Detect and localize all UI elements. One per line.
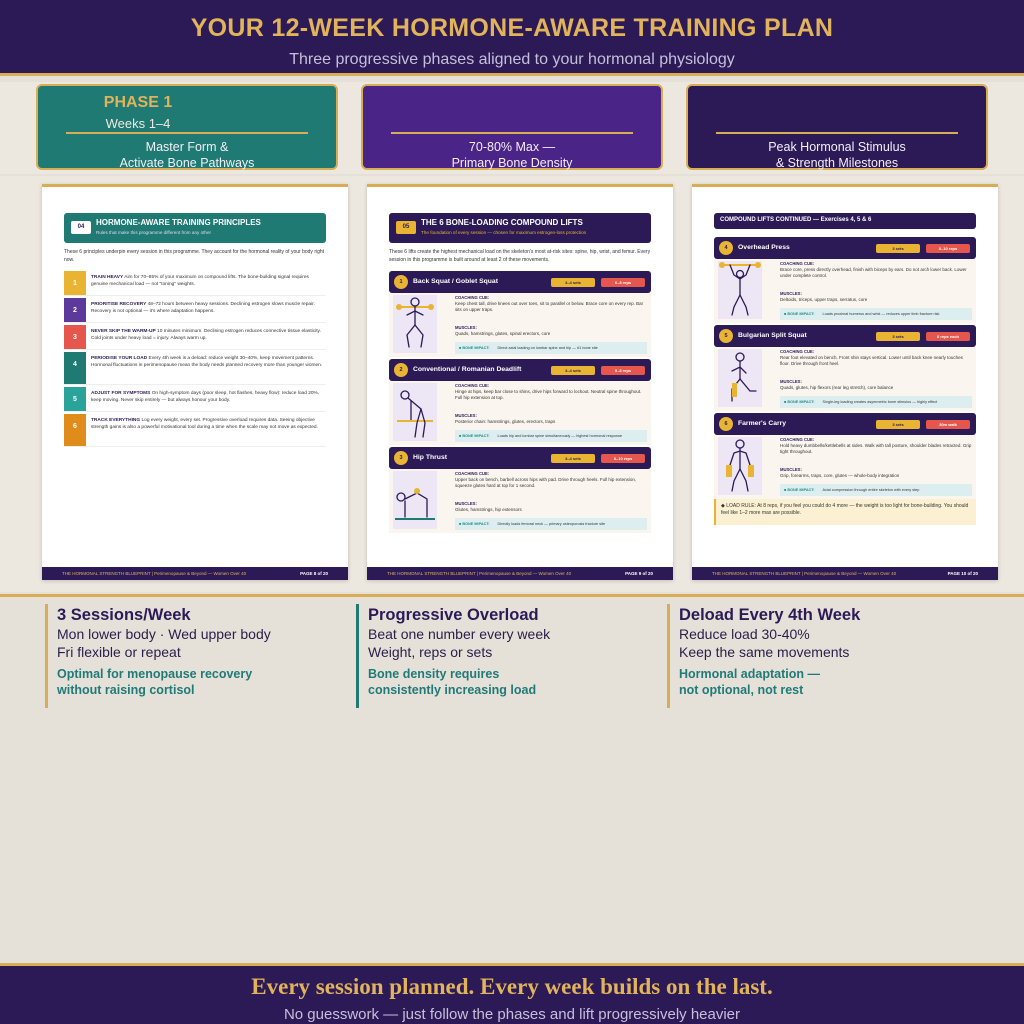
muscles-label: MUSCLES:	[455, 501, 477, 506]
bone-impact-label: ■ BONE IMPACT:	[784, 488, 815, 492]
coaching-cue-label: COACHING CUE:	[455, 383, 490, 388]
bone-impact	[780, 484, 972, 496]
lift-number: 5	[719, 329, 733, 343]
principle-body: Log every weight, every set. Progressive overload requires data. Seeing objective strength gains is also a powerful motivational tool during a time when the scale may not move as expected.	[91, 418, 318, 430]
stat-title: Deload Every 4th Week	[679, 606, 861, 624]
principle-body: 10 minutes minimum. Declining estrogen reduces connective tissue elasticity. Cold joints under heavy load = injury. Always warm up.	[91, 329, 321, 341]
bone-impact-text: Single-leg loading creates asymmetric bone stimulus — highly effect	[822, 400, 938, 404]
principle-text	[91, 301, 324, 315]
section-title: THE 6 BONE-LOADING COMPOUND LIFTS	[421, 218, 583, 227]
principle-title: TRAIN HEAVY	[91, 275, 124, 280]
lift-header	[389, 359, 651, 381]
principle-item	[64, 325, 326, 350]
lift-name: Conventional / Romanian Deadlift	[413, 366, 522, 373]
bone-impact-label: ■ BONE IMPACT:	[459, 434, 490, 438]
phase-divider	[716, 132, 958, 134]
sets-pill: 3–4 sets	[551, 454, 595, 463]
footer-subtitle: No guesswork — just follow the phases and lift progressively heavier	[283, 1006, 741, 1023]
muscles-label: MUSCLES:	[780, 379, 802, 384]
page-number: PAGE 9 of 20	[625, 571, 653, 576]
page-title: YOUR 12-WEEK HORMONE-AWARE TRAINING PLAN	[190, 14, 834, 42]
muscles	[780, 291, 972, 303]
principle-text	[91, 417, 324, 431]
coaching-cue-text: Hold heavy dumbbells/kettlebells at sides. Walk with tall posture, shoulder blades retracted. Grip tight throughout.	[780, 443, 972, 454]
principle-number: 4	[64, 352, 86, 384]
lift-number: 1	[394, 275, 408, 289]
lift-body	[389, 293, 651, 357]
muscles-label: MUSCLES:	[780, 291, 802, 296]
muscles-label: MUSCLES:	[455, 325, 477, 330]
stat-accent-line: without raising cortisol	[57, 683, 195, 697]
bone-impact	[455, 518, 647, 530]
reps-pill: 30m walk	[926, 420, 970, 429]
sets-pill: 3 sets	[876, 420, 920, 429]
coaching-cue-text: Hinge at hips, keep bar close to shins, drive hips forward to lockout. Neutral spine throughout. Full hip extension at top.	[455, 389, 642, 400]
stat-line: Beat one number every week	[368, 626, 551, 642]
footer-text: THE HORMONAL STRENGTH BLUEPRINT | Perimenopause & Beyond — Women Over 40	[62, 571, 247, 576]
lift-body	[714, 259, 976, 323]
principle-body: Every 4th week is a deload: reduce weight 30–40%, keep movement patterns. Hormonal fluctuations in perimenopause mean the body needs planned recovery more than younger women.	[91, 356, 323, 368]
bone-impact	[780, 396, 972, 408]
principle-item	[64, 387, 326, 412]
stat-line: Keep the same movements	[679, 644, 850, 660]
page-footer	[367, 567, 673, 580]
page-number: PAGE 8 of 20	[300, 571, 328, 576]
muscles	[780, 379, 972, 391]
coaching-cue	[780, 437, 972, 455]
stat-accent	[368, 666, 656, 698]
reps-pill: 8 reps each	[926, 332, 970, 341]
stat-accent	[679, 666, 967, 698]
stat-sessions	[45, 604, 345, 708]
phase-desc-line: Activate Bone Pathways	[119, 156, 255, 170]
reps-pill: 8–10 reps	[601, 454, 645, 463]
principle-number: 1	[64, 271, 86, 295]
section-header	[714, 213, 976, 229]
principle-text	[91, 328, 324, 342]
sets-pill: 3 sets	[876, 244, 920, 253]
page-footer	[692, 567, 998, 580]
lift-number: 6	[719, 417, 733, 431]
phase-description	[38, 139, 336, 171]
reps-pill: 8–10 reps	[926, 244, 970, 253]
section-header	[64, 213, 326, 243]
bone-impact-label: ■ BONE IMPACT:	[459, 346, 490, 350]
lift-number: 2	[394, 363, 408, 377]
principle-text	[91, 390, 324, 404]
stat-accent-line: Optimal for menopause recovery	[57, 667, 253, 681]
stat-title: Progressive Overload	[368, 606, 539, 624]
principle-item	[64, 298, 326, 323]
document-page-lifts-continued	[692, 184, 998, 580]
thrust-figure-icon	[393, 471, 437, 529]
coaching-cue	[780, 261, 972, 279]
bone-impact-label: ■ BONE IMPACT:	[459, 522, 490, 526]
principle-title: ADJUST FOR SYMPTOMS	[91, 391, 151, 396]
lift-header	[714, 413, 976, 435]
lift-name: Back Squat / Goblet Squat	[413, 278, 498, 285]
principle-number: 6	[64, 414, 86, 446]
stat-deload	[667, 604, 967, 708]
bone-impact-text: Loads proximal humerus and wrist — reduces upper limb fracture risk	[822, 312, 940, 316]
stat-accent-line: Bone density requires	[368, 667, 500, 681]
footer-text: THE HORMONAL STRENGTH BLUEPRINT | Perimenopause & Beyond — Women Over 40	[387, 571, 572, 576]
principle-text	[91, 274, 324, 288]
muscles	[455, 501, 647, 513]
section-intro: These 6 principles underpin every session in this programme. They account for the hormonal reality of your body right now.	[64, 249, 325, 263]
phase-desc-line: 70-80% Max —	[468, 140, 556, 154]
bone-impact-label: ■ BONE IMPACT:	[784, 400, 815, 404]
load-rule-note: ◆ LOAD RULE: At 8 reps, if you feel you could do 4 more — the weight is too light for bone-building. You should feel like 1–2 more max are possible.	[714, 499, 976, 525]
principle-body: On high-symptom days (poor sleep, hot flashes, heavy flow): reduce load 20%, keep moving. Never skip entirely — but always honour your body.	[91, 391, 320, 403]
footer-title: Every session planned. Every week builds on the last.	[251, 974, 773, 999]
muscles-text: Glutes, hamstrings, hip extensors	[455, 507, 522, 512]
bone-impact-text: Axial compression through entire skeleton with every step	[822, 488, 920, 492]
stat-accent	[57, 666, 345, 698]
section-intro: These 6 lifts create the highest mechanical load on the skeleton's most at-risk sites: spine, hip, wrist, and femur. Every session in this programme is built around at least 2 of these movements.	[389, 249, 651, 263]
lift-name: Bulgarian Split Squat	[738, 332, 807, 339]
coaching-cue-text: Upper back on bench, barbell across hips with pad. Drive through heels. Full hip extension, squeeze glutes hard at top for 1 second.	[455, 477, 637, 488]
reps-pill: 6–8 reps	[601, 278, 645, 287]
lift-body	[714, 435, 976, 499]
section-title: COMPOUND LIFTS CONTINUED — Exercises 4, 5 & 6	[720, 217, 872, 223]
phase-desc-line: & Strength Milestones	[775, 156, 899, 170]
lift-header	[714, 325, 976, 347]
squat-figure-icon	[393, 295, 437, 353]
lift-name: Overhead Press	[738, 244, 790, 251]
principle-text	[91, 355, 324, 369]
lift-body	[714, 347, 976, 411]
phase-card-2	[361, 84, 663, 170]
coaching-cue	[455, 383, 647, 401]
phase-weeks: Weeks 1–4	[105, 116, 171, 131]
press-figure-icon	[718, 261, 762, 319]
lift-name: Hip Thrust	[413, 454, 447, 461]
sets-pill: 3 sets	[876, 332, 920, 341]
coaching-cue-text: Brace core, press directly overhead, finish with biceps by ears. Do not arch lower back. Lower under complete control.	[780, 267, 967, 278]
stat-progressive-overload	[356, 604, 656, 708]
phase-divider	[391, 132, 633, 134]
muscles	[455, 413, 647, 425]
principle-title: NEVER SKIP THE WARM-UP	[91, 329, 156, 334]
carry-figure-icon	[718, 437, 762, 495]
section-subtitle: Rules that make this programme different from any other	[96, 230, 212, 235]
phase-card-3	[686, 84, 988, 170]
principle-item	[64, 414, 326, 447]
page-number: PAGE 10 of 20	[947, 571, 978, 576]
lift-body	[389, 469, 651, 533]
coaching-cue-text: Rear foot elevated on bench. Front shin stays vertical. Lower until back knee nearly touches floor. Drive through front heel.	[780, 355, 963, 366]
phase-card-1	[36, 84, 338, 170]
bone-impact-text: Direct axial loading on lumbar spine and hip — #1 bone site	[497, 346, 598, 350]
coaching-cue-label: COACHING CUE:	[780, 261, 815, 266]
coaching-cue-label: COACHING CUE:	[780, 349, 815, 354]
principle-title: PERIODISE YOUR LOAD	[91, 356, 148, 361]
principle-number: 5	[64, 387, 86, 411]
phase-description	[363, 139, 661, 171]
principle-title: TRACK EVERYTHING	[91, 418, 141, 423]
section-header	[389, 213, 651, 243]
coaching-cue-label: COACHING CUE:	[455, 471, 490, 476]
muscles-label: MUSCLES:	[780, 467, 802, 472]
bone-impact-text: Loads hip and lumbar spine simultaneously — highest hormonal response	[497, 434, 623, 438]
coaching-cue	[455, 295, 647, 313]
lift-header	[714, 237, 976, 259]
coaching-cue	[780, 349, 972, 367]
muscles-text: Posterior chain: hamstrings, glutes, erectors, traps	[455, 419, 556, 424]
stat-title: 3 Sessions/Week	[57, 606, 191, 624]
stat-line: Mon lower body · Wed upper body	[57, 626, 271, 642]
bone-impact-label: ■ BONE IMPACT:	[784, 312, 815, 316]
section-subtitle: The foundation of every session — chosen for maximum estrogen-loss protection	[421, 230, 587, 235]
bone-impact	[455, 342, 647, 354]
lift-body	[389, 381, 651, 445]
principle-number: 3	[64, 325, 86, 349]
coaching-cue-label: COACHING CUE:	[455, 295, 490, 300]
reps-pill: 5–8 reps	[601, 366, 645, 375]
stat-line: Fri flexible or repeat	[57, 644, 181, 660]
lift-header	[389, 447, 651, 469]
sets-pill: 3–4 sets	[551, 366, 595, 375]
muscles-text: Quads, hamstrings, glutes, spinal erectors, core	[455, 331, 551, 336]
stat-accent-line: not optional, not rest	[679, 683, 804, 697]
page-footer	[42, 567, 348, 580]
lift-number: 4	[719, 241, 733, 255]
coaching-cue-label: COACHING CUE:	[780, 437, 815, 442]
principle-body: 48–72 hours between heavy sessions. Declining estrogen slows muscle repair. Recovery is not optional — it's where adaptation happens.	[91, 302, 315, 314]
section-number: 05	[396, 221, 416, 234]
stat-accent-line: Hormonal adaptation —	[679, 667, 820, 681]
bone-impact-text: Directly loads femoral neck — primary osteoporosis fracture site	[497, 522, 606, 526]
coaching-cue-text: Keep chest tall, drive knees out over toes, sit to parallel or below. Brace core on every rep. Bar sits on upper traps.	[455, 301, 644, 312]
muscles-text: Grip, forearms, traps, core, glutes — whole-body integration	[780, 473, 900, 478]
principle-item	[64, 271, 326, 296]
principle-body: Aim for 70–85% of your maximum on compound lifts. The bone-building signal requires genuine mechanical load — not "toning" weights.	[91, 275, 309, 287]
coaching-cue	[455, 471, 647, 489]
phase-desc-line: Peak Hormonal Stimulus	[768, 140, 906, 154]
muscles	[780, 467, 972, 479]
muscles-label: MUSCLES:	[455, 413, 477, 418]
page-subtitle: Three progressive phases aligned to your hormonal physiology	[289, 51, 735, 68]
principle-item	[64, 352, 326, 385]
section-title: HORMONE-AWARE TRAINING PRINCIPLES	[96, 218, 261, 227]
stat-accent-line: consistently increasing load	[368, 683, 537, 697]
lift-header	[389, 271, 651, 293]
split-figure-icon	[718, 349, 762, 407]
stat-line: Weight, reps or sets	[368, 644, 493, 660]
principle-title: PRIORITISE RECOVERY	[91, 302, 147, 307]
muscles-text: Deltoids, triceps, upper traps, serratus, core	[780, 297, 868, 302]
bone-impact	[455, 430, 647, 442]
phase-divider	[66, 132, 308, 134]
principle-number: 2	[64, 298, 86, 322]
muscles	[455, 325, 647, 337]
bone-impact	[780, 308, 972, 320]
document-page-principles	[42, 184, 348, 580]
sets-pill: 3–4 sets	[551, 278, 595, 287]
document-page-lifts	[367, 184, 673, 580]
phase-description	[688, 139, 986, 171]
phase-desc-line: Master Form &	[145, 140, 229, 154]
stat-line: Reduce load 30-40%	[679, 626, 810, 642]
phase-name: PHASE 1	[103, 94, 173, 111]
lift-name: Farmer's Carry	[738, 420, 787, 427]
deadlift-figure-icon	[393, 383, 437, 441]
footer-text: THE HORMONAL STRENGTH BLUEPRINT | Perimenopause & Beyond — Women Over 40	[712, 571, 897, 576]
muscles-text: Quads, glutes, hip flexors (rear leg stretch), core balance	[780, 385, 894, 390]
section-number: 04	[71, 221, 91, 234]
lift-number: 3	[394, 451, 408, 465]
phase-desc-line: Primary Bone Density	[451, 156, 573, 170]
